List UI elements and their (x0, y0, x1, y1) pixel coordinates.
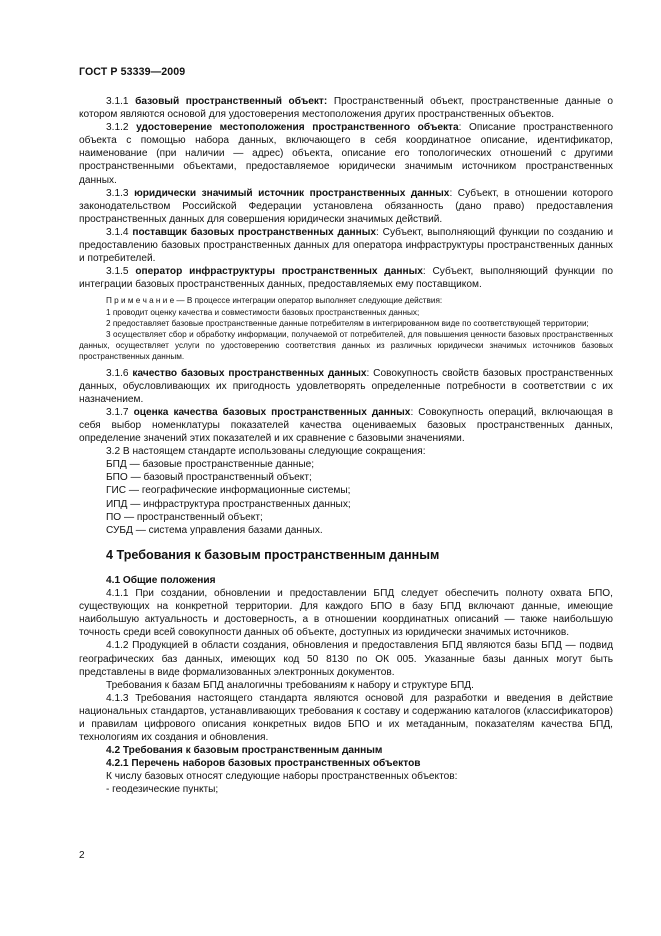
list-item-geodetic-points: - геодезические пункты; (106, 784, 219, 796)
document-body (79, 95, 613, 797)
definition-3-1-2: 3.1.2 удостоверение местоположения пространственного объекта: Описание пространственного объекта с помощью набора данных, включающего в себя координатное описание, идентификатор, наименование (при наличии — адрес) объекта, описание его топологических отношений с другими пространственными объектами, предоставляемое юридически значимым источником пространственных данных. (79, 122, 613, 186)
subsection-4-2-heading: 4.2 Требования к базовым пространственным данным (106, 745, 383, 757)
definition-3-1-5: 3.1.5 оператор инфраструктуры пространственных данных: Субъект, выполняющий функции по интеграции базовых пространственных данных, предоставляемых ему поставщиком. (79, 266, 613, 291)
definition-3-1-6: 3.1.6 качество базовых пространственных данных: Совокупность свойств базовых пространственных данных, обусловливающих их пригодность удовлетворять определенные потребности в соответствии с их назначением. (79, 367, 613, 405)
definition-3-1-3: 3.1.3 юридически значимый источник пространственных данных: Субъект, в отношении которого законодательством Российской Федерации установлена обязанность (дано право) предоставления пространственных данных для совершения юридически значимых действий. (79, 187, 613, 225)
definition-3-1-4: 3.1.4 поставщик базовых пространственных данных: Субъект, выполняющий функции по созданию и предоставлению базовых пространственных данных для оператора инфраструктуры пространственных данных и потребителей. (79, 226, 613, 265)
document-header: ГОСТ Р 53339—2009 (79, 66, 186, 78)
abbreviation-item: БПО — базовый пространственный объект; (106, 472, 312, 484)
abbreviation-item: БПД — базовые пространственные данные; (106, 459, 315, 471)
abbreviation-item: ПО — пространственный объект; (106, 511, 263, 523)
note-intro: П р и м е ч а н и е — В процессе интеграции оператор выполняет следующие действия: (106, 296, 443, 306)
paragraph-4-1-2-continued: Требования к базам БПД аналогичны требованиям к набору и структуре БПД. (106, 679, 474, 691)
abbreviation-item: ГИС — географические информационные системы; (106, 485, 351, 497)
section-4-heading: 4 Требования к базовым пространственным данным (106, 547, 440, 562)
paragraph-4-1-1: 4.1.1 При создании, обновлении и предоставлении БПД следует обеспечить полноту охвата БПО, существующих на конкретной территории. Для каждого БПО в базу БПД включают данные, имеющие наибольшую актуальность и достоверность, а в отношении координатных описаний — также наибольшую точность среди всей совокупности данных об объекте, доступных из юридически значимых источников. (79, 588, 613, 639)
abbreviations-intro: 3.2 В настоящем стандарте использованы следующие сокращения: (106, 446, 426, 458)
note-item: 1 проводит оценку качества и совместимости базовых пространственных данных; (106, 307, 420, 317)
note-item: 2 предоставляет базовые пространственные данные потребителям в интегрированном виде по соответствующей территории; (106, 318, 589, 328)
definition-3-1-7: 3.1.7 оценка качества базовых пространственных данных: Совокупность операций, включающая в себя выбор номенклатуры показателей качества оцениваемых базовых пространственных данных, определение значений этих показателей и их сравнение с базовыми значениями. (79, 406, 613, 445)
subsection-4-2-1-heading: 4.2.1 Перечень наборов базовых пространственных объектов (106, 758, 421, 770)
abbreviation-item: СУБД — система управления базами данных. (106, 524, 323, 536)
abbreviation-item: ИПД — инфраструктура пространственных данных; (106, 498, 351, 510)
paragraph-4-1-3: 4.1.3 Требования настоящего стандарта являются основой для разработки и введения в действие национальных стандартов, устанавливающих требования к составу и содержанию каталогов (классификаторов) и правилам цифрового описания конкретных видов БПО и их метаданным, показателям качества БПД, технологиям их создания и обновления. (79, 692, 613, 744)
paragraph-4-1-2: 4.1.2 Продукцией в области создания, обновления и предоставления БПД являются базы БПД — подвид географических баз данных, имеющих код 50 8130 по ОК 005. Указанные базы данных могут быть представлены в виде формализованных электронных документов. (79, 640, 613, 678)
paragraph-4-2-1: К числу базовых относят следующие наборы пространственных объектов: (106, 771, 458, 783)
page-number: 2 (79, 850, 85, 861)
note-item: 3 осуществляет сбор и обработку информации, получаемой от потребителей, для повышения ценности базовых пространственных данных, осуществляет услуги по удостоверению соответствия данных из различных юридически значимых источников базовых пространственных данным. (79, 330, 613, 362)
definition-3-1-1: 3.1.1 базовый пространственный объект: Пространственный объект, пространственные данные о котором являются основой для удостоверения местоположения других пространственных объектов. (79, 96, 613, 121)
subsection-4-1-heading: 4.1 Общие положения (106, 574, 216, 586)
